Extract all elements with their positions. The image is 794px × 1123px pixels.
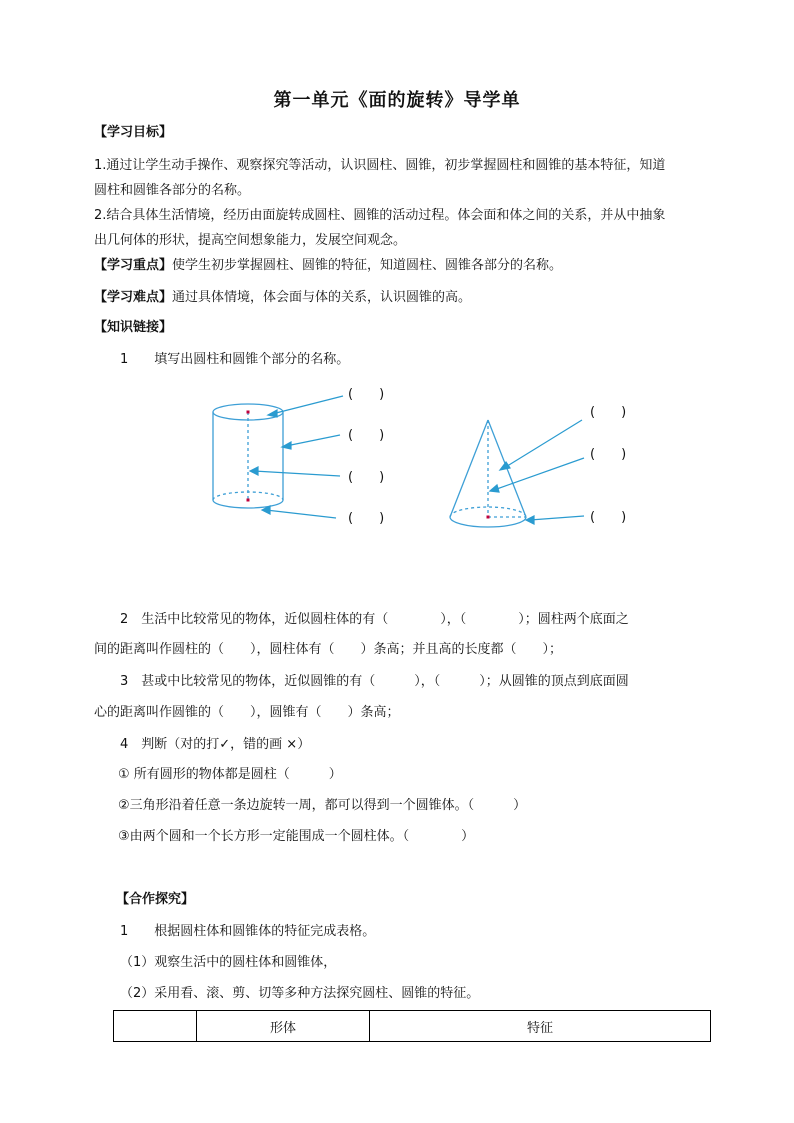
judge-item-1: ① 所有圆形的物体都是圆柱（ ） [118,767,342,782]
knowledge-q4: 4 判断（对的打✓，错的画 ×） [120,737,311,752]
knowledge-q3-line-2: 心的距离叫作圆锥的（ ），圆锥有（ ）条高； [94,705,400,720]
cooperate-step-2: （2）采用看、滚、剪、切等多种方法探究圆柱、圆锥的特征。 [120,986,480,1001]
goals-line-1: 1.通过让学生动手操作、观察探究等活动，认识圆柱、圆锥，初步掌握圆柱和圆锥的基本特征，知道 [94,158,666,173]
blank-cyl-1[interactable]: ( ) [348,387,385,402]
judge-item-3: ③由两个圆和一个长方形一定能围成一个圆柱体。（ ） [118,829,475,844]
knowledge-q2-line-2: 间的距离叫作圆柱的（ ），圆柱体有（ ）条高；并且高的长度都（ ）； [94,642,563,657]
table-header-shape: 形体 [197,1011,370,1042]
arrow-cyl-4 [266,510,336,518]
cone-shape [450,420,526,527]
cooperate-step-1: （1）观察生活中的圆柱体和圆锥体， [120,955,337,970]
key-point [94,258,562,274]
cooperate-q1: 1 根据圆柱体和圆锥体的特征完成表格。 [120,924,376,939]
table-header-feature: 特征 [370,1011,711,1042]
difficulty [94,290,471,306]
key-point-heading: 【学习重点】 [94,258,173,273]
feature-table [113,1010,711,1042]
page-title: 第一单元《面的旋转》导学单 [273,90,521,111]
goals-line-2: 圆柱和圆锥各部分的名称。 [94,183,251,198]
cylinder-shape [213,404,283,508]
table-header-blank [114,1011,197,1042]
cone-base-center-dot [487,516,490,519]
knowledge-q3-line-1: 3 甚或中比较常见的物体，近似圆锥的有（ ），（ ）；从圆锥的顶点到底面圆 [120,674,629,689]
blank-cone-2[interactable]: ( ) [590,447,627,462]
difficulty-heading: 【学习难点】 [94,290,173,305]
blank-cone-1[interactable]: ( ) [590,405,627,420]
knowledge-q2-line-1: 2 生活中比较常见的物体，近似圆柱体的有（ ），（ ）；圆柱两个底面之 [120,612,629,627]
arrow-cyl-3 [254,471,340,476]
knowledge-q1: 1 填写出圆柱和圆锥个部分的名称。 [120,352,350,367]
key-point-text: 使学生初步掌握圆柱、圆锥的特征，知道圆柱、圆锥各部分的名称。 [172,258,563,273]
blank-cyl-2[interactable]: ( ) [348,428,385,443]
blank-cyl-3[interactable]: ( ) [348,470,385,485]
cooperate-heading: 【合作探究】 [116,892,195,907]
cylinder-top-center-dot [247,411,250,414]
goals-line-3: 2.结合具体生活情境，经历由面旋转成圆柱、圆锥的活动过程。体会面和体之间的关系，并从中抽象 [94,208,666,223]
goals-heading: 【学习目标】 [94,125,173,140]
difficulty-text: 通过具体情境，体会面与体的关系，认识圆锥的高。 [172,290,472,305]
arrow-cone-2 [494,458,584,490]
arrow-cyl-3-head [250,467,258,475]
knowledge-heading: 【知识链接】 [94,320,173,335]
arrow-cyl-2 [286,435,340,446]
arrow-cyl-1 [272,396,343,414]
arrow-cone-1-head [500,462,510,470]
arrow-cone-3-head [526,516,534,524]
blank-cyl-4[interactable]: ( ) [348,511,385,526]
arrow-cone-1 [504,420,582,468]
arrow-cyl-1-head [268,410,277,417]
judge-item-2: ②三角形沿着任意一条边旋转一周，都可以得到一个圆锥体。（ ） [118,798,527,813]
cylinder-bottom-center-dot [247,499,250,502]
blank-cone-3[interactable]: ( ) [590,510,627,525]
arrow-cone-3 [530,516,584,520]
arrow-cone-2-head [490,485,499,492]
table-header-row [114,1011,711,1042]
goals-line-4: 出几何体的形状，提高空间想象能力，发展空间观念。 [94,233,407,248]
